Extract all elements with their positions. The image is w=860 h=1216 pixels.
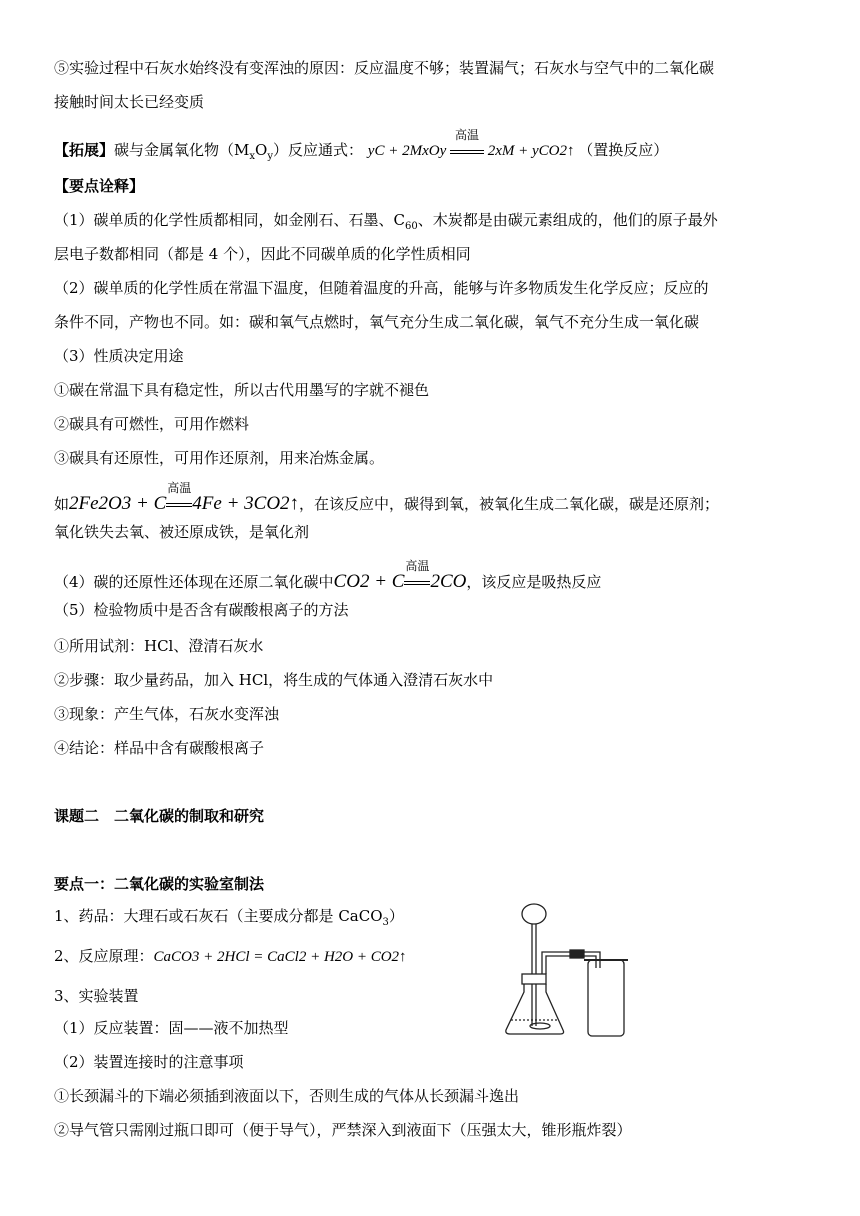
extension-label: 【拓展】: [54, 141, 115, 159]
extension-sub-y: y: [267, 151, 273, 162]
step-1-sub: 3: [382, 917, 389, 928]
point-5-item-1: ①所用试剂：HCl、澄清石灰水: [54, 637, 264, 655]
point-1-line-2: 层电子数都相同（都是 4 个），因此不同碳单质的化学性质相同: [54, 245, 471, 263]
extension-tail: （置换反应）: [578, 141, 669, 159]
point-4-text-b: ，该反应是吸热反应: [466, 573, 602, 591]
step-2-label: 2、反应原理：: [54, 947, 154, 965]
point-3-item-2: ②碳具有可燃性，可用作燃料: [54, 415, 250, 433]
point-2-line-1: （2）碳单质的化学性质在常温下温度，但随着温度的升高，能够与许多物质发生化学反应；反应的: [54, 279, 709, 297]
condition-label: 高温: [454, 128, 479, 142]
point-4-equation: [333, 559, 467, 592]
stopper: [522, 974, 546, 984]
step-3-item-2: （2）装置连接时的注意事项: [54, 1053, 244, 1071]
step-1-text-b: ）: [388, 907, 404, 925]
solid-pieces: [530, 1023, 550, 1029]
condition-high-temp-3: [404, 559, 430, 592]
example-line-2: 氧化铁失去氧、被还原成铁，是氧化剂: [54, 523, 310, 541]
general-eq-left: yC + 2MxOy: [367, 143, 447, 159]
general-equation: [367, 128, 578, 159]
extension-text-a: 碳与金属氧化物（M: [114, 141, 250, 159]
point-2-line-2: 条件不同，产物也不同。如：碳和氧气点燃时，氧气充分生成二氧化碳，氧气不充分生成一氧化碳: [54, 313, 700, 331]
extension-sub-x: x: [249, 151, 256, 162]
example-prefix: 如: [54, 495, 70, 513]
conical-flask: [506, 984, 564, 1034]
point-3-item-1: ①碳在常温下具有稳定性，所以古代用墨写的字就不褪色: [54, 381, 430, 399]
reaction-equation: CaCO3 + 2HCl = CaCl2 + H2O + CO2↑: [153, 949, 407, 965]
point-5-heading: （5）检验物质中是否含有碳酸根离子的方法: [54, 601, 349, 619]
condition-label-2: 高温: [167, 481, 192, 495]
step-3-note-2: ②导气管只需刚过瓶口即可（便于导气），严禁深入到液面下（压强太大，锥形瓶炸裂）: [54, 1121, 632, 1139]
step-1-line: [54, 906, 404, 933]
step-1-text-a: 1、药品：大理石或石灰石（主要成分都是 CaCO: [54, 907, 383, 925]
point-4-eq-right: 2CO: [430, 571, 467, 592]
example-eq-right: 4Fe + 3CO2↑: [192, 493, 300, 514]
point-5-item-4: ④结论：样品中含有碳酸根离子: [54, 739, 265, 757]
point-4-line: [54, 559, 602, 592]
example-eq-left: 2Fe2O3 + C: [69, 493, 167, 514]
point-1-text-a: （1）碳单质的化学性质都相同，如金刚石、石墨、C: [54, 211, 406, 229]
step-3-note-1: ①长颈漏斗的下端必须插到液面以下，否则生成的气体从长颈漏斗逸出: [54, 1087, 520, 1105]
key-points-label: 【要点诠释】: [54, 177, 145, 195]
condition-high-temp-2: [166, 481, 192, 514]
point-4-eq-left: CO2 + C: [333, 571, 405, 592]
rubber-connector: [570, 950, 584, 958]
example-equation: [69, 481, 300, 514]
point-1-text-b: 、木炭都是由碳元素组成的，他们的原子最外: [417, 211, 718, 229]
line-experiment-note-2: 接触时间太长已经变质: [54, 93, 205, 111]
step-3-item-1: （1）反应装置：固——液不加热型: [54, 1019, 289, 1037]
line-experiment-note-1: ⑤实验过程中石灰水始终没有变浑浊的原因：反应温度不够；装置漏气；石灰水与空气中的二氧化碳: [54, 59, 715, 77]
point-1-sub: 60: [405, 221, 418, 232]
funnel-bulb: [522, 904, 546, 924]
example-line-1: [54, 481, 720, 514]
co2-apparatus-diagram: [500, 900, 650, 1040]
condition-label-3: 高温: [405, 559, 430, 573]
point-5-item-3: ③现象：产生气体，石灰水变浑浊: [54, 705, 280, 723]
key-point-1-heading: 要点一：二氧化碳的实验室制法: [54, 875, 265, 893]
step-3-line: 3、实验装置: [54, 987, 139, 1005]
point-4-text-a: （4）碳的还原性还体现在还原二氧化碳中: [54, 573, 334, 591]
point-3-item-3: ③碳具有还原性，可用作还原剂，用来冶炼金属。: [54, 449, 385, 467]
extension-text-b: O: [255, 141, 268, 159]
example-tail: ，在该反应中，碳得到氧，被氧化生成二氧化碳，碳是还原剂；: [299, 495, 720, 513]
general-eq-right: 2xM + yCO2↑: [487, 143, 575, 159]
gas-jar: [588, 960, 624, 1036]
extension-paragraph: [54, 128, 669, 167]
topic-2-heading: 课题二 二氧化碳的制取和研究: [54, 807, 265, 825]
extension-text-c: ）反应通式：: [273, 141, 364, 159]
condition-high-temp: [450, 128, 484, 161]
point-5-item-2: ②步骤：取少量药品，加入 HCl，将生成的气体通入澄清石灰水中: [54, 671, 494, 689]
point-3-heading: （3）性质决定用途: [54, 347, 184, 365]
step-2-line: [54, 946, 407, 967]
point-1-line-1: [54, 210, 718, 237]
